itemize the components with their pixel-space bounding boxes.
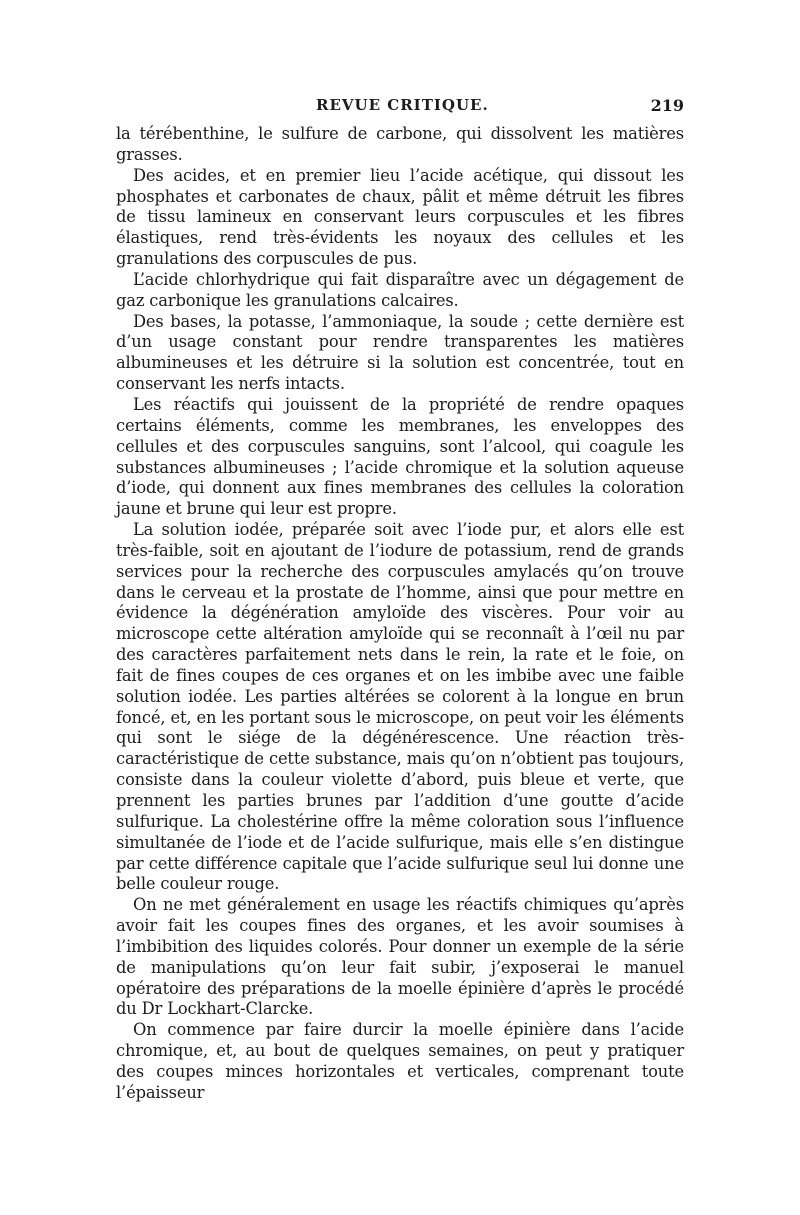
body-text — [116, 124, 684, 1102]
paragraph: On commence par faire durcir la moelle épinière dans l’acide chromique, et, au bout de quelques semaines, on peut y pratiquer des coupes minces horizontales et verticales, comprenant toute l’épaisseur — [116, 1020, 684, 1102]
page-number: 219 — [650, 96, 684, 115]
paragraph: Des bases, la potasse, l’ammoniaque, la soude ; cette dernière est d’un usage constant pour rendre transparentes les matières albumineuses et les détruire si la solution est concentrée, tout en conservant les nerfs intacts. — [116, 311, 684, 394]
paragraph: Des acides, et en premier lieu l’acide acétique, qui dissout les phosphates et carbonates de chaux, pâlit et même détruit les fibres de tissu lamineux en conservant leurs corpuscules et les fibres élastiques, rend très-évidents les noyaux des cellules et les granulations des corpuscules de pus. — [116, 165, 684, 269]
paragraph: On ne met généralement en usage les réactifs chimiques qu’après avoir fait les coupes fines des organes, et les avoir soumises à l’imbibition des liquides colorés. Pour donner un exemple de la série de manipulations qu’on leur fait subir, j’exposerai le manuel opératoire des préparations de la moelle épinière d’après le procédé du Dr Lockhart-Clarcke. — [116, 895, 684, 1019]
paragraph: Les réactifs qui jouissent de la propriété de rendre opaques certains éléments, comme les membranes, les enveloppes des cellules et des corpuscules sanguins, sont l’alcool, qui coagule les substances albumineuses ; l’acide chromique et la solution aqueuse d’iode, qui donnent aux fines membranes des cellules la coloration jaune et brune qui leur est propre. — [116, 394, 684, 519]
running-title: REVUE CRITIQUE. — [316, 96, 489, 114]
paragraph: La solution iodée, préparée soit avec l’iode pur, et alors elle est très-faible, soit en ajoutant de l’iodure de potassium, rend de grands services pour la recherche des corpuscules amylacés qu’on trouve dans le cerveau et la prostate de l’homme, ainsi que pour mettre en évidence la dégénération amyloïde des viscères. Pour voir au microscope cette altération amyloïde qui se reconnaît à l’œil nu par des caractères parfaitement nets dans le rein, la rate et le foie, on fait de fines coupes de ces organes et on les imbibe avec une faible solution iodée. Les parties altérées se colorent à la longue en brun foncé, et, en les portant sous le microscope, on peut voir les éléments qui sont le siége de la dégénérescence. Une réaction très-caractéristique de cette substance, mais qu’on n’obtient pas toujours, consiste dans la couleur violette d’abord, puis bleue et verte, que prennent les parties brunes par l’addition d’une goutte d’acide sulfurique. La cholestérine offre la même coloration sous l’influence simultanée de l’iode et de l’acide sulfurique, mais elle s’en distingue par cette différence capitale que l’acide sulfurique seul lui donne une belle couleur rouge. — [116, 520, 684, 894]
book-page — [116, 96, 684, 1102]
paragraph: la térébenthine, le sulfure de carbone, qui dissolvent les matières grasses. — [116, 124, 684, 164]
paragraph: L’acide chlorhydrique qui fait disparaître avec un dégagement de gaz carbonique les granulations calcaires. — [116, 269, 684, 310]
page-header — [116, 96, 684, 122]
